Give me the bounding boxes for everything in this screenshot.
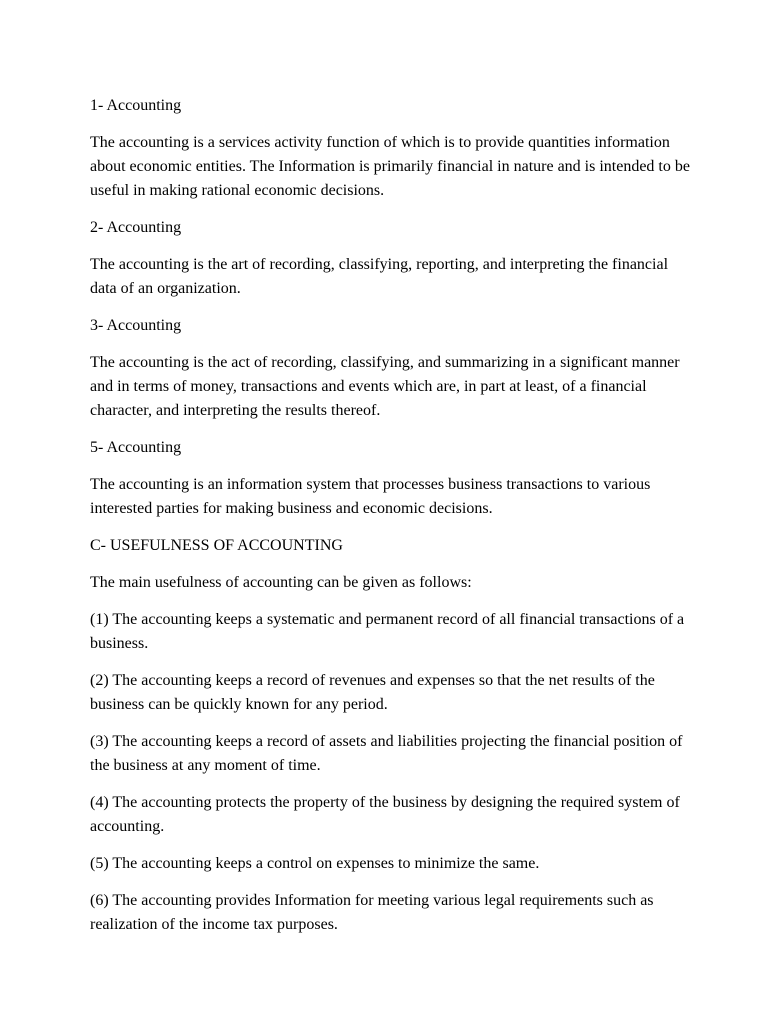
definition-paragraph-3: The accounting is the act of recording, classifying, and summarizing in a significant manner and in terms of money, transactions and events which are, in part at least, of a financial character, and interpreting the results thereof. <box>90 354 680 419</box>
usefulness-item-4: (4) The accounting protects the property of the business by designing the required system of accounting. <box>90 794 680 835</box>
definition-paragraph-5: The accounting is an information system that processes business transactions to various interested parties for making business and economic decisions. <box>90 476 651 517</box>
definition-paragraph-1: The accounting is a services activity function of which is to provide quantities information about economic entities. The Information is primarily financial in nature and is intended to be useful in making rational economic decisions. <box>90 134 690 199</box>
usefulness-item-3: (3) The accounting keeps a record of assets and liabilities projecting the financial position of the business at any moment of time. <box>90 733 683 774</box>
definition-paragraph-2: The accounting is the art of recording, classifying, reporting, and interpreting the financial data of an organization. <box>90 256 669 297</box>
usefulness-item-5: (5) The accounting keeps a control on expenses to minimize the same. <box>90 855 540 872</box>
heading-accounting-2: 2- Accounting <box>90 219 182 236</box>
heading-accounting-3: 3- Accounting <box>90 317 182 334</box>
usefulness-item-6: (6) The accounting provides Information for meeting various legal requirements such as realization of the income tax purposes. <box>90 892 654 933</box>
usefulness-item-2: (2) The accounting keeps a record of revenues and expenses so that the net results of the business can be quickly known for any period. <box>90 672 655 713</box>
section-heading-usefulness: C- USEFULNESS OF ACCOUNTING <box>90 537 343 554</box>
heading-accounting-1: 1- Accounting <box>90 97 182 114</box>
heading-accounting-5: 5- Accounting <box>90 439 182 456</box>
usefulness-intro: The main usefulness of accounting can be given as follows: <box>90 574 472 591</box>
document-body <box>90 94 690 950</box>
usefulness-item-1: (1) The accounting keeps a systematic and permanent record of all financial transactions of a business. <box>90 611 685 652</box>
